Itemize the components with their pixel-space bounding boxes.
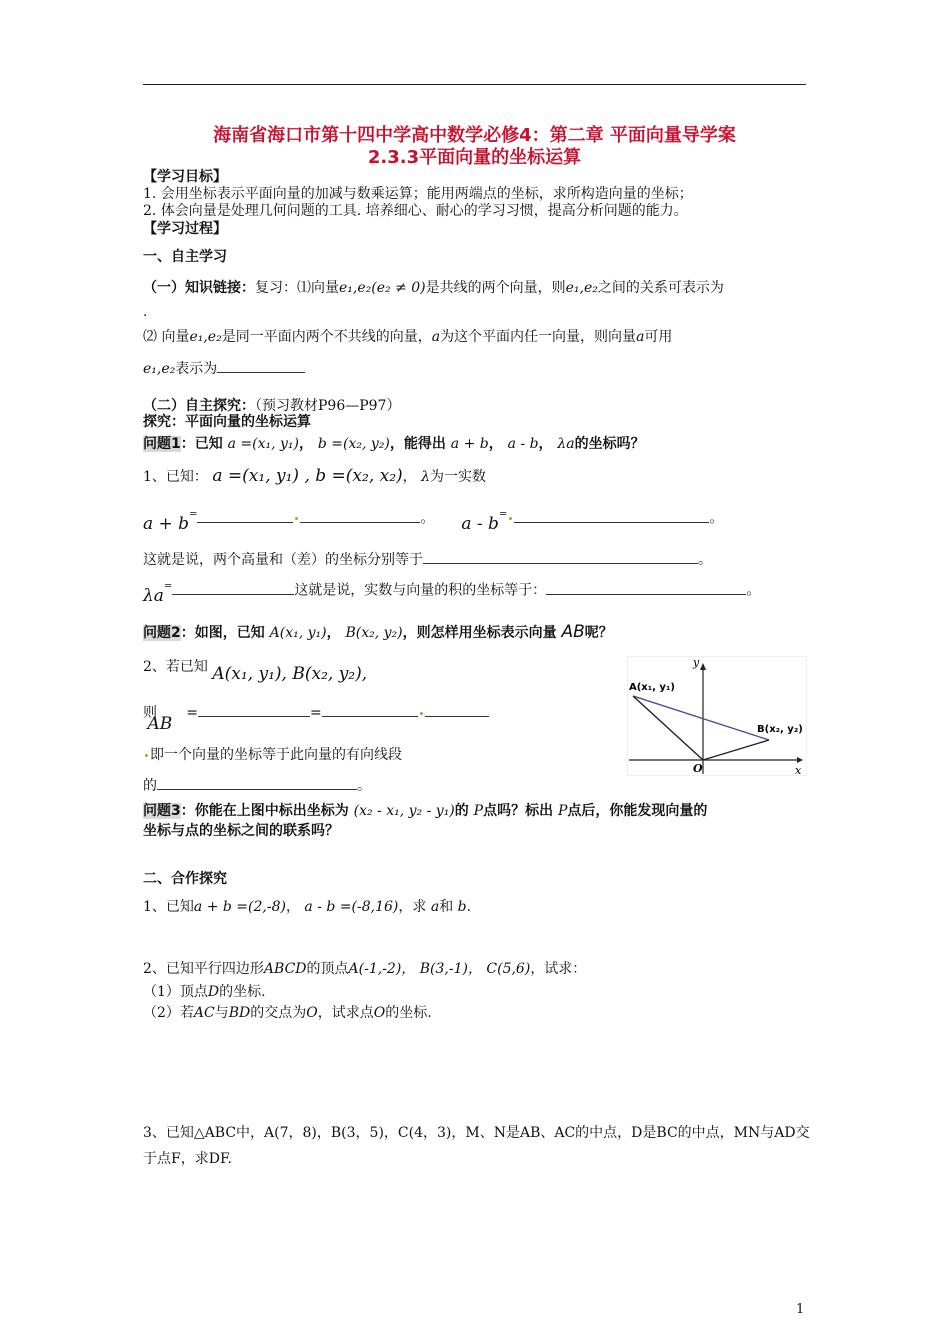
page-number: 1 (796, 1302, 805, 1317)
basis-question: ⑵ 向量e₁,e₂是同一平面内两个不共线的向量，a为这个平面内任一向量，则向量a可用 (143, 329, 673, 345)
goals-heading: 【学习目标】 (143, 169, 227, 185)
scalar-blank[interactable] (172, 580, 294, 595)
goal-2: 2. 体会向量是处理几何问题的工具. 培养细心、耐心的学习习惯，提高分析问题的能力。 (143, 203, 688, 219)
part1-heading: 一、自主学习 (143, 249, 227, 265)
knowledge-link-end: . (143, 304, 148, 320)
problem-3: 问题3：你能在上图中标出坐标为 (x₂ - x₁, y₂ - y₁)的 P点吗？标出 P点后，你能发现向量的 (143, 803, 708, 819)
exercise-2-q1: （1）顶点D的坐标. (143, 984, 266, 1000)
doc-title: 海南省海口市第十四中学高中数学必修4：第二章 平面向量导学案 (213, 125, 736, 146)
sum-blank-1[interactable] (197, 508, 293, 523)
knowledge-link-label: （一）知识链接： (143, 280, 255, 296)
scalar-rule-blank[interactable] (546, 580, 746, 595)
sum-line: a + b= 。 a - b= 。 (143, 509, 724, 534)
header-rule (143, 84, 806, 85)
doc-subtitle: 2.3.3平面向量的坐标运算 (367, 147, 582, 168)
sum-rule: 这就是说，两个高量和（差）的坐标分别等于 。 (143, 549, 712, 569)
x-axis-label: x (795, 764, 802, 776)
explore-title: 探究：平面向量的坐标运算 (143, 414, 311, 430)
point-a-label: A(x₁, y₁) (629, 682, 675, 693)
problem-1: 问题1：已知 a =(x₁, y₁)， b =(x₂, y₂)，能得出 a + b， a - b， λa的坐标吗？ (143, 436, 645, 452)
ab-blank-3[interactable] (425, 702, 489, 717)
goal-1: 1. 会用坐标表示平面向量的加减与数乘运算；能用两端点的坐标，求所构造向量的坐标； (143, 186, 693, 202)
process-heading: 【学习过程】 (143, 221, 227, 237)
ab-blank-2[interactable] (322, 702, 418, 717)
exercise-2-q2: （2）若AC与BD的交点为O，试求点O的坐标. (143, 1005, 432, 1021)
exercise-3-line-1: 3、已知△ABC中，A(7，8)，B(3，5)，C(4，3)，M、N是AB、AC的中点，D是BC的中点，MN与AD交 (143, 1125, 810, 1141)
coordinate-graph (627, 656, 807, 776)
knowledge-link: （一）知识链接：复习：⑴向量e₁,e₂(e₂ ≠ 0)是共线的两个向量，则e₁,e₂之间的关系可表示为 (143, 280, 724, 296)
vector-meaning: 即一个向量的坐标等于此向量的有向线段 (143, 746, 402, 764)
exercise-2: 2、已知平行四边形ABCD的顶点A(-1,-2)， B(3,-1)， C(5,6)，试求： (143, 961, 587, 977)
problem-2: 问题2：如图，已知 A(x₁, y₁)， B(x₂, y₂)，则怎样用坐标表示向量 AB呢？ (143, 622, 613, 642)
self-explore: （二）自主探究：（预习教材P96—P97） (143, 398, 401, 414)
y-axis-label: y (693, 656, 700, 669)
problem-3-tag: 问题3 (143, 803, 181, 819)
part2-heading: 二、合作探究 (143, 871, 227, 887)
scalar-rule: λa= 这就是说，实数与向量的积的坐标等于： 。 (143, 581, 761, 606)
meaning-blank[interactable] (157, 775, 357, 790)
ab-blank-1[interactable] (198, 702, 310, 717)
step-1: 1、已知： a =(x₁, y₁) , b =(x₂, x₂)， λ为一实数 (143, 466, 486, 486)
problem-3-cont: 坐标与点的坐标之间的联系吗？ (143, 823, 339, 839)
sum-blank-2[interactable] (300, 508, 420, 523)
point-b-label: B(x₂, y₂) (757, 724, 803, 735)
answer-blank[interactable] (217, 358, 305, 373)
problem-2-tag: 问题2 (143, 625, 181, 641)
diff-blank[interactable] (514, 508, 709, 523)
exercise-3-line-2: 于点F，求DF. (143, 1151, 232, 1167)
basis-answer: e₁,e₂表示为 (143, 358, 305, 378)
ab-line: 则 AB= = (143, 702, 489, 722)
exercise-1: 1、已知a + b =(2,-8)， a - b =(-8,16)，求 a和 b. (143, 899, 472, 915)
sum-rule-blank[interactable] (423, 549, 698, 564)
vector-meaning-2: 的 。 (143, 775, 371, 795)
problem-1-tag: 问题1 (143, 436, 181, 452)
origin-label: O (693, 762, 703, 775)
step-2: 2、若已知 A(x₁, y₁), B(x₂, y₂), (143, 659, 368, 684)
